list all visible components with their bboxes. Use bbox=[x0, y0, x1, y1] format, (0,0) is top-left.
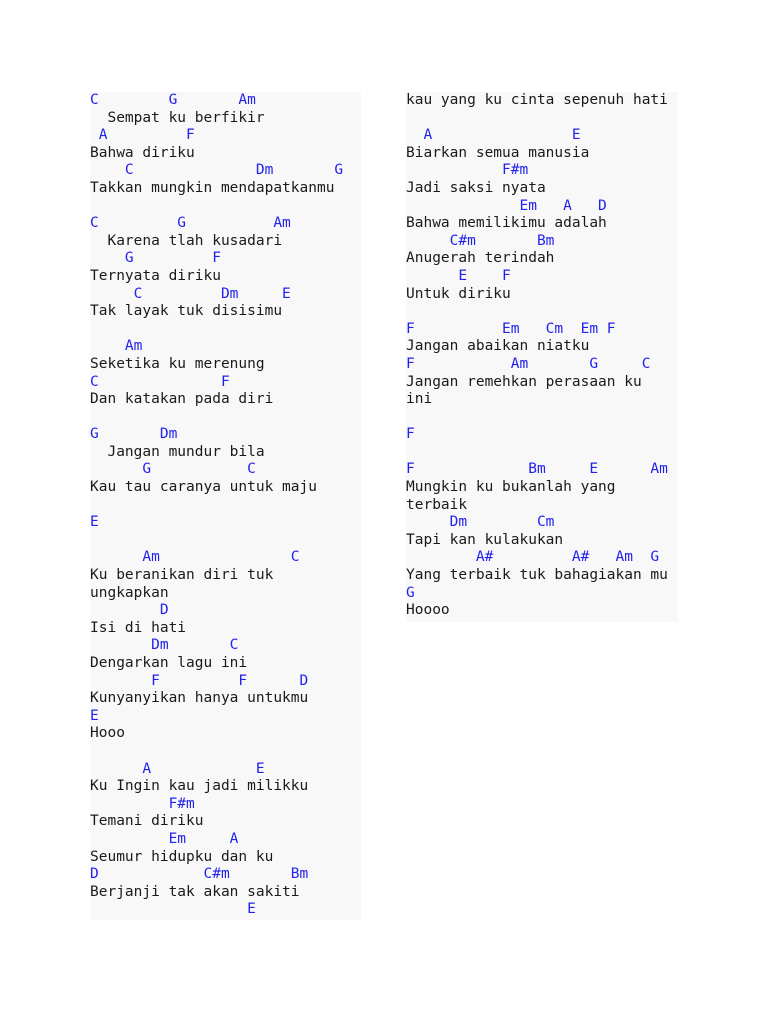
lyric-line: Bahwa memilikimu adalah bbox=[406, 215, 607, 232]
chord-line: C Dm G bbox=[90, 162, 344, 179]
chord-line: Dm Cm bbox=[406, 514, 555, 531]
lyric-line: Seketika ku merenung bbox=[90, 355, 265, 372]
chord-line: E F bbox=[406, 267, 511, 284]
lyric-line: Kau tau caranya untuk maju bbox=[90, 479, 317, 496]
blank-line bbox=[90, 198, 361, 216]
chord-line: Am C bbox=[90, 549, 300, 566]
chord-line: F Bm E Am bbox=[406, 461, 668, 478]
lyric-line: Sempat ku berfikir bbox=[90, 109, 265, 126]
chord-line: F#m bbox=[406, 162, 529, 179]
blank-line bbox=[90, 743, 361, 761]
chord-line: F Am G C bbox=[406, 355, 651, 372]
lyric-line: Dan katakan pada diri bbox=[90, 391, 274, 408]
chord-line: F#m bbox=[90, 795, 195, 812]
chord-line: C G Am bbox=[90, 92, 256, 108]
lyric-line: Yang terbaik tuk bahagiakan mu bbox=[406, 567, 668, 584]
lyric-line: Hooo bbox=[90, 725, 125, 742]
lyric-line: Temani diriku bbox=[90, 813, 204, 830]
lyric-line: Kunyanyikan hanya untukmu bbox=[90, 690, 309, 707]
lyric-line: Ku beranikan diri tuk bbox=[90, 567, 274, 584]
lyric-line: Takkan mungkin mendapatkanmu bbox=[90, 179, 335, 196]
lyric-line: Tapi kan kulakukan bbox=[406, 531, 564, 548]
blank-line bbox=[90, 532, 361, 550]
lyric-line: ini bbox=[406, 391, 433, 408]
lyric-line: ungkapkan bbox=[90, 584, 169, 601]
lyric-line: Mungkin ku bukanlah yang bbox=[406, 479, 616, 496]
chord-line: Dm C bbox=[90, 637, 239, 654]
chord-line: G Dm bbox=[90, 426, 178, 443]
blank-line bbox=[406, 303, 678, 321]
blank-line bbox=[406, 110, 678, 128]
lyric-line: Biarkan semua manusia bbox=[406, 144, 590, 161]
chord-line: E bbox=[90, 707, 99, 724]
chord-line: E bbox=[90, 514, 99, 531]
lyric-line: Jangan abaikan niatku bbox=[406, 338, 590, 355]
chord-line: F Em Cm Em F bbox=[406, 320, 616, 337]
chord-line: D C#m Bm bbox=[90, 866, 309, 883]
chord-line: Em A D bbox=[406, 197, 607, 214]
lyric-line: Berjanji tak akan sakiti bbox=[90, 883, 300, 900]
lyric-line: kau yang ku cinta sepenuh hati bbox=[406, 92, 668, 108]
chord-line: C F bbox=[90, 373, 230, 390]
blank-line bbox=[406, 444, 678, 462]
lyric-line: Ternyata diriku bbox=[90, 267, 221, 284]
lyric-line: Jangan mundur bila bbox=[90, 443, 265, 460]
chord-line: Em A bbox=[90, 830, 239, 847]
chord-line: A E bbox=[90, 760, 265, 777]
lyric-line: Jadi saksi nyata bbox=[406, 179, 546, 196]
lyric-line: Hoooo bbox=[406, 602, 450, 619]
chord-line: F F D bbox=[90, 672, 309, 689]
chord-line: A E bbox=[406, 127, 581, 144]
lyric-line: Dengarkan lagu ini bbox=[90, 655, 248, 671]
lyric-line: Karena tlah kusadari bbox=[90, 232, 283, 249]
lyric-line: Bahwa diriku bbox=[90, 144, 195, 161]
chord-line: G F bbox=[90, 250, 221, 267]
chord-sheet-right-column bbox=[406, 92, 678, 622]
chord-line: C#m Bm bbox=[406, 232, 555, 249]
chord-line: C Dm E bbox=[90, 285, 291, 302]
blank-line bbox=[90, 497, 361, 515]
chord-line: Am bbox=[90, 338, 143, 355]
lyric-line: Ku Ingin kau jadi milikku bbox=[90, 778, 309, 795]
lyric-line: Anugerah terindah bbox=[406, 250, 555, 267]
chord-line: G C bbox=[90, 461, 256, 478]
chord-line: G bbox=[406, 584, 415, 601]
lyric-line: terbaik bbox=[406, 496, 468, 513]
chord-line: C G Am bbox=[90, 215, 291, 232]
lyric-line: Tak layak tuk disisimu bbox=[90, 303, 283, 320]
blank-line bbox=[406, 409, 678, 427]
chord-line: D bbox=[90, 602, 169, 619]
chord-line: A# A# Am G bbox=[406, 549, 660, 566]
chord-sheet-left-column bbox=[90, 92, 361, 920]
lyric-line: Seumur hidupku dan ku bbox=[90, 848, 274, 865]
blank-line bbox=[90, 409, 361, 427]
chord-line: F bbox=[406, 426, 415, 443]
blank-line bbox=[90, 321, 361, 339]
chord-line: A F bbox=[90, 127, 195, 144]
lyric-line: Untuk diriku bbox=[406, 285, 511, 302]
lyric-line: Jangan remehkan perasaan ku bbox=[406, 373, 642, 390]
chord-line: E bbox=[90, 901, 256, 918]
lyric-line: Isi di hati bbox=[90, 619, 187, 636]
